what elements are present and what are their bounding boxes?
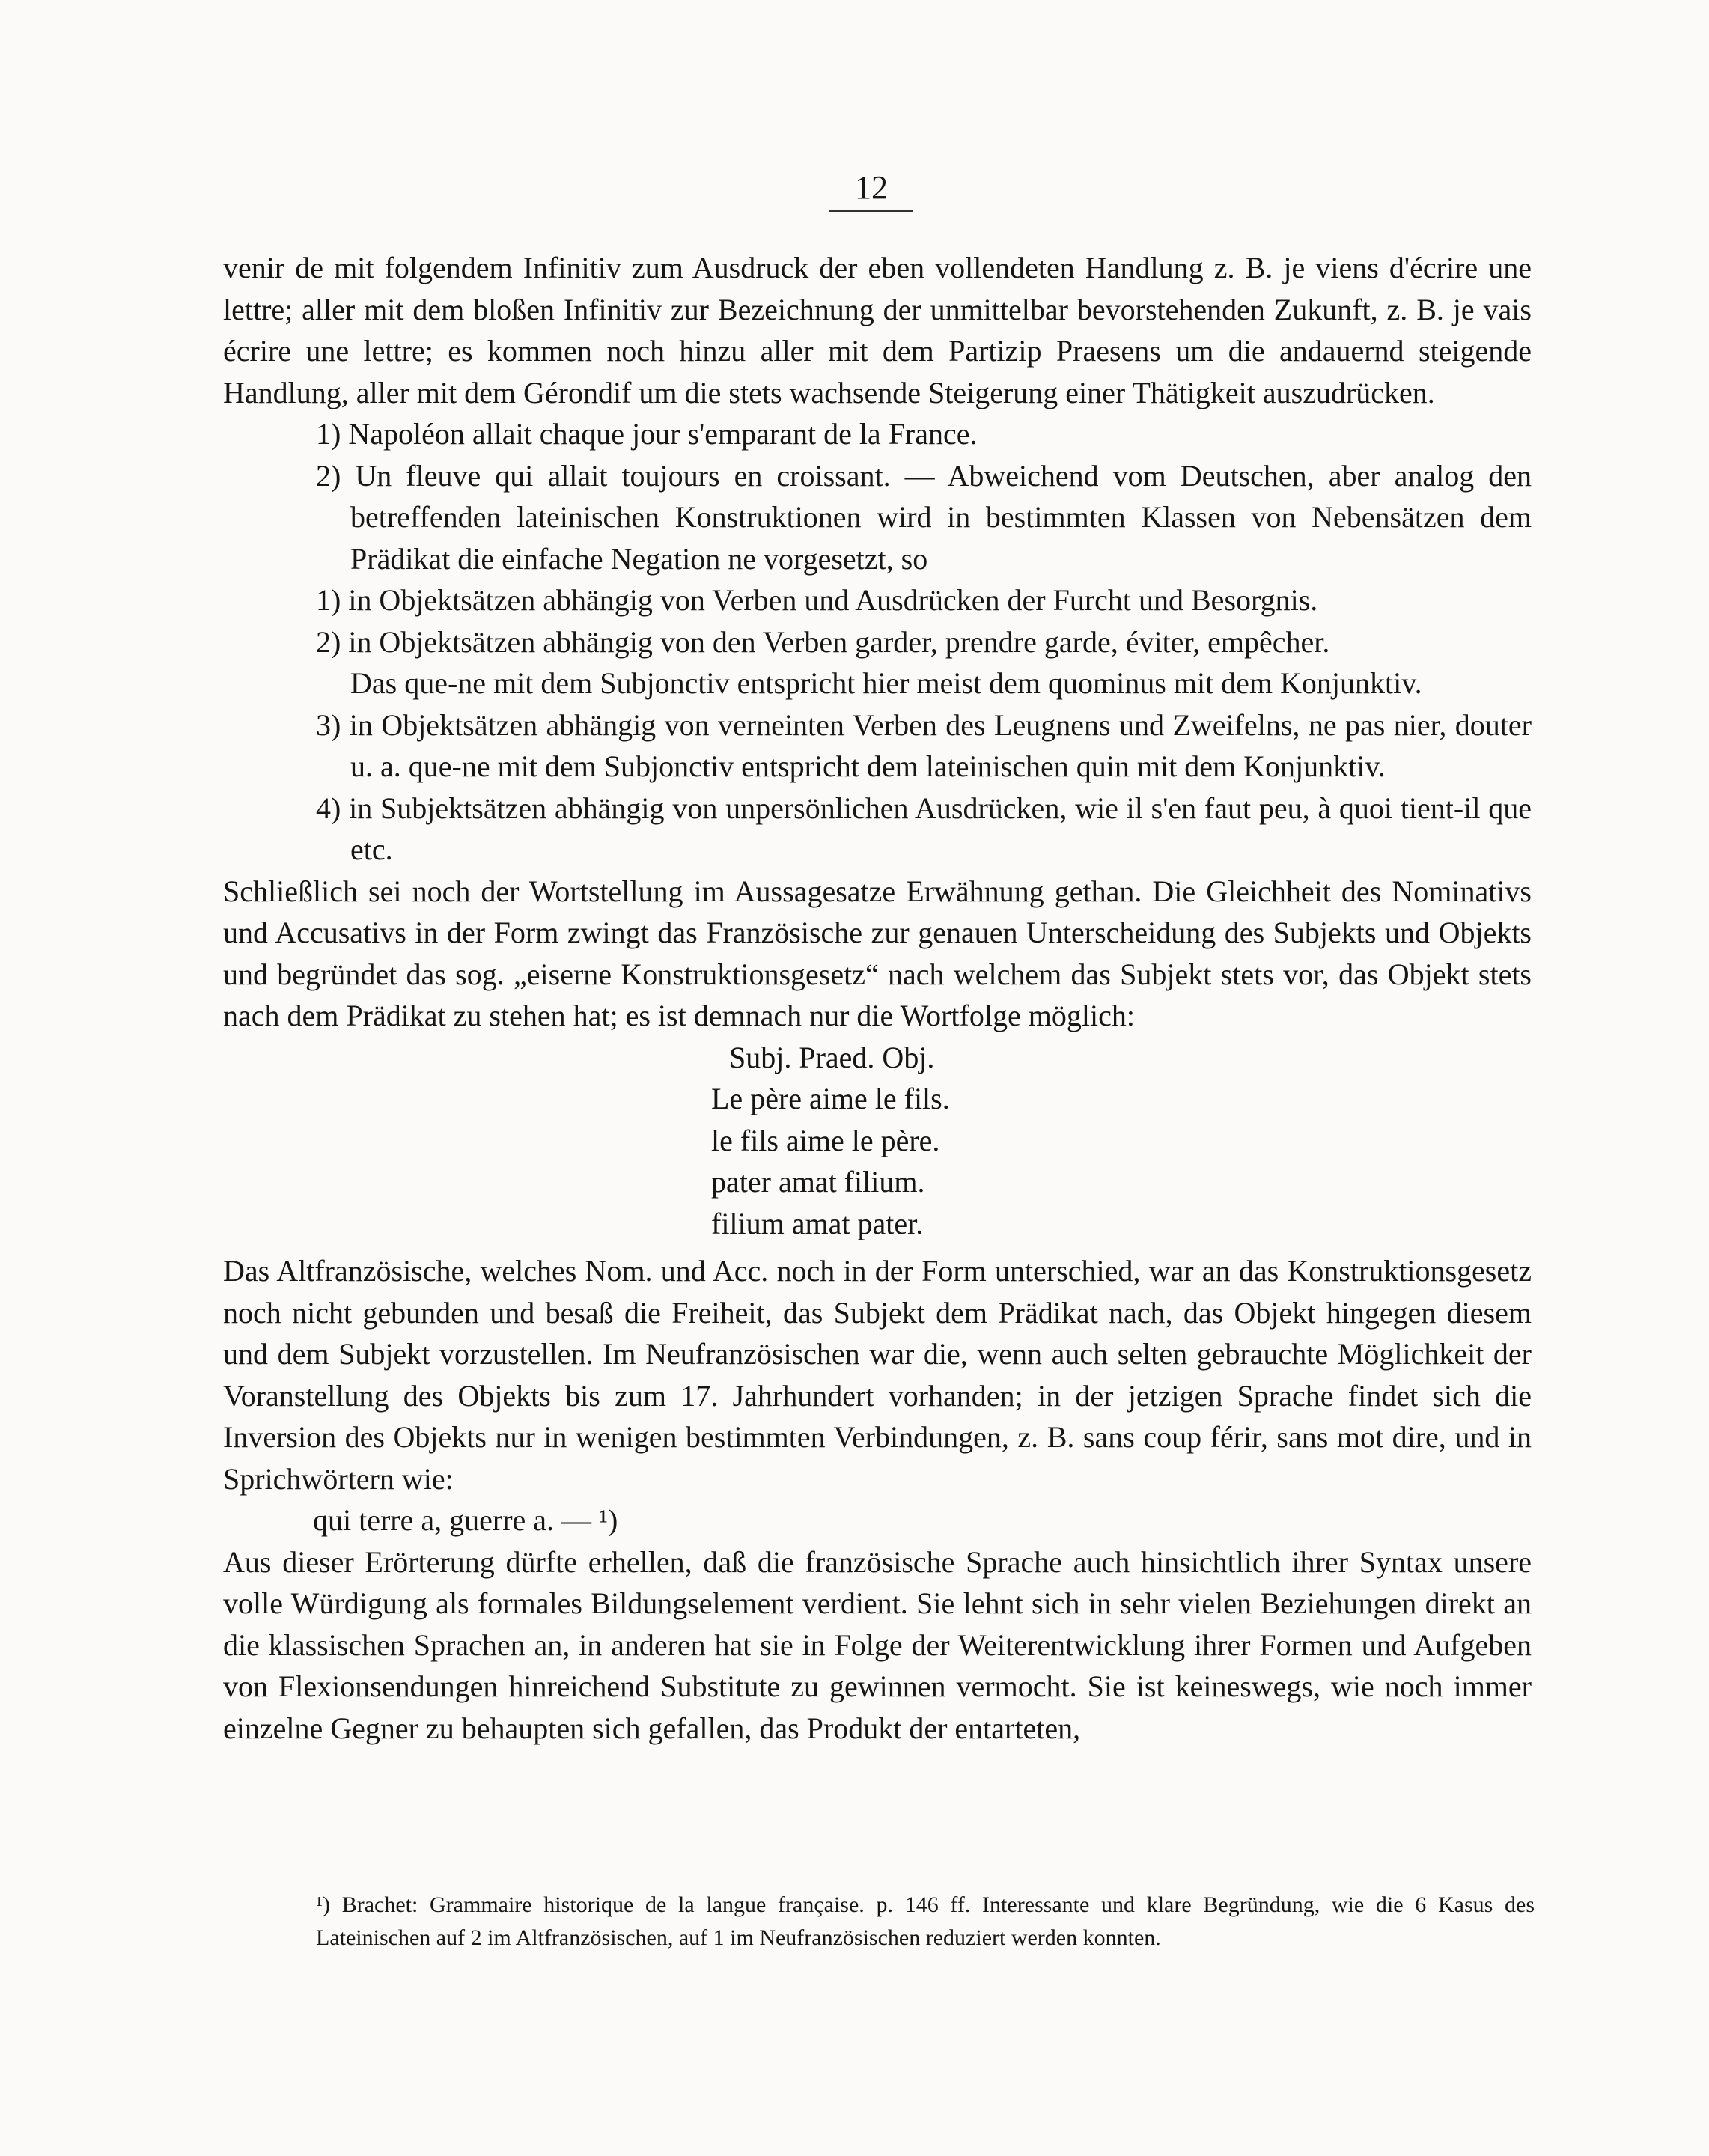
page-number: 12 xyxy=(829,168,913,212)
example-2: 2) Un fleuve qui allait toujours en croissant. — Abweichend vom Deutschen, aber analog den betreffenden lateinischen Konstruktionen wird in bestimmten Klassen von Nebensätzen dem Prädikat die einfache Negation ne vorgesetzt, so xyxy=(316,458,1532,576)
negation-item-1: 1) in Objektsätzen abhängig von Verben und Ausdrücken der Furcht und Besorgnis. xyxy=(316,583,1318,617)
word-order-examples xyxy=(711,1037,1532,1245)
example-line-header: Subj. Praed. Obj. xyxy=(729,1040,935,1074)
paragraph-4: Aus dieser Erörterung dürfte erhellen, daß die französische Sprache auch hinsichtlich ihrer Syntax unsere volle Würdigung als formales Bildungselement verdient. Sie lehnt sich in sehr vielen Beziehungen direkt an die klassischen Sprachen an, in anderen hat sie in Folge der Weiterentwicklung ihrer Formen und Aufgeben von Flexionsendungen hinreichend Substitute zu gewinnen vermocht. Sie ist keineswegs, wie noch immer einzelne Gegner zu behaupten sich gefallen, das Produkt der entarteten, xyxy=(223,1544,1532,1745)
example-line: Le père aime le fils. xyxy=(711,1082,950,1115)
footnote xyxy=(232,1889,1535,1955)
example-line: pater amat filium. xyxy=(711,1165,925,1199)
example-line: filium amat pater. xyxy=(711,1206,924,1240)
negation-item-3: 3) in Objektsätzen abhängig von verneinten Verben des Leugnens und Zweifelns, ne pas nier, douter u. a. que-ne mit dem Subjonctiv entspricht dem lateinischen quin mit dem Konjunktiv. xyxy=(316,707,1532,783)
footnote-text: ¹) Brachet: Grammaire historique de la langue française. p. 146 ff. Interessante und klare Begründung, wie die 6 Kasus des Lateinischen auf 2 im Altfranzösischen, auf 1 im Neufranzösischen reduziert werden konnten. xyxy=(316,1892,1535,1950)
body-text xyxy=(223,247,1532,1749)
proverb: qui terre a, guerre a. — ¹) xyxy=(313,1503,618,1537)
paragraph-3: Das Altfranzösische, welches Nom. und Acc. noch in der Form unterschied, war an das Konstruktionsgesetz noch nicht gebunden und besaß die Freiheit, das Subjekt dem Prädikat nach, das Objekt hingegen diesem und dem Subjekt vorzustellen. Im Neufranzösischen war die, wenn auch selten gebrauchte Möglichkeit der Voranstellung des Objekts bis zum 17. Jahrhundert vorhanden; in der jetzigen Sprache findet sich die Inversion des Objekts nur in wenigen bestimmten Verbindungen, z. B. sans coup férir, sans mot dire, und in Sprichwörtern wie: xyxy=(223,1254,1532,1496)
example-line: le fils aime le père. xyxy=(711,1123,940,1157)
negation-item-2: 2) in Objektsätzen abhängig von den Verben garder, prendre garde, éviter, empêcher. xyxy=(316,624,1330,659)
negation-item-4: 4) in Subjektsätzen abhängig von unpersönlichen Ausdrücken, wie il s'en faut peu, à quoi tient-il que etc. xyxy=(316,791,1532,866)
example-1: 1) Napoléon allait chaque jour s'emparant de la France. xyxy=(316,417,978,451)
paragraph-1: venir de mit folgendem Infinitiv zum Ausdruck der eben vollendeten Handlung z. B. je viens d'écrire une lettre; aller mit dem bloßen Infinitiv zur Bezeichnung der unmittelbar bevorstehenden Zukunft, z. B. je vais écrire une lettre; es kommen noch hinzu aller mit dem Partizip Praesens um die andauernd steigende Handlung, aller mit dem Gérondif um die stets wachsende Steigerung einer Thätigkeit auszudrücken. xyxy=(223,251,1532,409)
negation-item-2-note: Das que-ne mit dem Subjonctiv entspricht hier meist dem quominus mit dem Konjunktiv. xyxy=(350,666,1422,700)
paragraph-2: Schließlich sei noch der Wortstellung im Aussagesatze Erwähnung gethan. Die Gleichheit des Nominativs und Accusativs in der Form zwingt das Französische zur genauen Unterscheidung des Subjekts und Objekts und begründet das sog. „eiserne Konstruktionsgesetz“ nach welchem das Subjekt stets vor, das Objekt stets nach dem Prädikat zu stehen hat; es ist demnach nur die Wortfolge möglich: xyxy=(223,874,1532,1032)
